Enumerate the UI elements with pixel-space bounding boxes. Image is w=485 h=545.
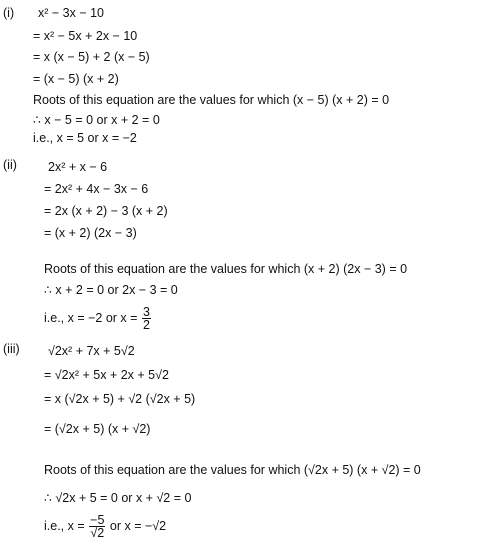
part-ii-therefore-line: ∴ x + 2 = 0 or 2x − 3 = 0	[44, 283, 178, 297]
part-iii-fraction-denominator: √2	[90, 526, 105, 540]
part-iii-line-2: = √2x² + 5x + 2x + 5√2	[44, 368, 169, 382]
part-ii-roots-statement: Roots of this equation are the values for which (x + 2) (2x − 3) = 0	[44, 262, 408, 276]
part-iii-line-3: = x (√2x + 5) + √2 (√2x + 5)	[44, 392, 196, 406]
part-i-roots-statement: Roots of this equation are the values for which (x − 5) (x + 2) = 0	[33, 93, 390, 107]
part-iii-line-1: √2x² + 7x + 5√2	[48, 344, 135, 358]
part-i-therefore-line: ∴ x − 5 = 0 or x + 2 = 0	[33, 113, 160, 127]
part-iii-result-text: i.e., x =	[44, 518, 85, 533]
part-ii-result-text: i.e., x = −2 or x =	[44, 310, 138, 325]
part-ii-fraction-numerator: 3	[142, 305, 150, 319]
part-iii-line-4: = (√2x + 5) (x + √2)	[44, 422, 151, 436]
part-iii-roots-statement: Roots of this equation are the values for which (√2x + 5) (x + √2) = 0	[44, 463, 421, 477]
part-iii-result-tail: or x = −√2	[109, 518, 167, 533]
part-ii-label: (ii)	[3, 158, 17, 172]
part-ii-result	[44, 306, 152, 331]
part-ii-line-3: = 2x (x + 2) − 3 (x + 2)	[44, 204, 168, 218]
part-i-line-2: = x² − 5x + 2x − 10	[33, 29, 138, 43]
part-i-line-1: x² − 3x − 10	[38, 6, 105, 20]
part-ii-line-2: = 2x² + 4x − 3x − 6	[44, 182, 149, 196]
part-i-line-4: = (x − 5) (x + 2)	[33, 72, 119, 86]
part-i-label: (i)	[3, 6, 15, 20]
part-i-result: i.e., x = 5 or x = −2	[33, 131, 137, 145]
part-ii-line-4: = (x + 2) (2x − 3)	[44, 226, 137, 240]
part-iii-fraction	[89, 514, 105, 539]
part-i-line-3: = x (x − 5) + 2 (x − 5)	[33, 50, 150, 64]
part-ii-fraction-denominator: 2	[142, 318, 150, 332]
part-iii-therefore-line: ∴ √2x + 5 = 0 or x + √2 = 0	[44, 491, 192, 505]
part-iii-fraction-numerator: −5	[90, 513, 105, 527]
part-ii-fraction	[142, 306, 151, 331]
part-ii-line-1: 2x² + x − 6	[48, 160, 108, 174]
part-iii-label: (iii)	[3, 342, 20, 356]
part-iii-result	[44, 514, 166, 539]
